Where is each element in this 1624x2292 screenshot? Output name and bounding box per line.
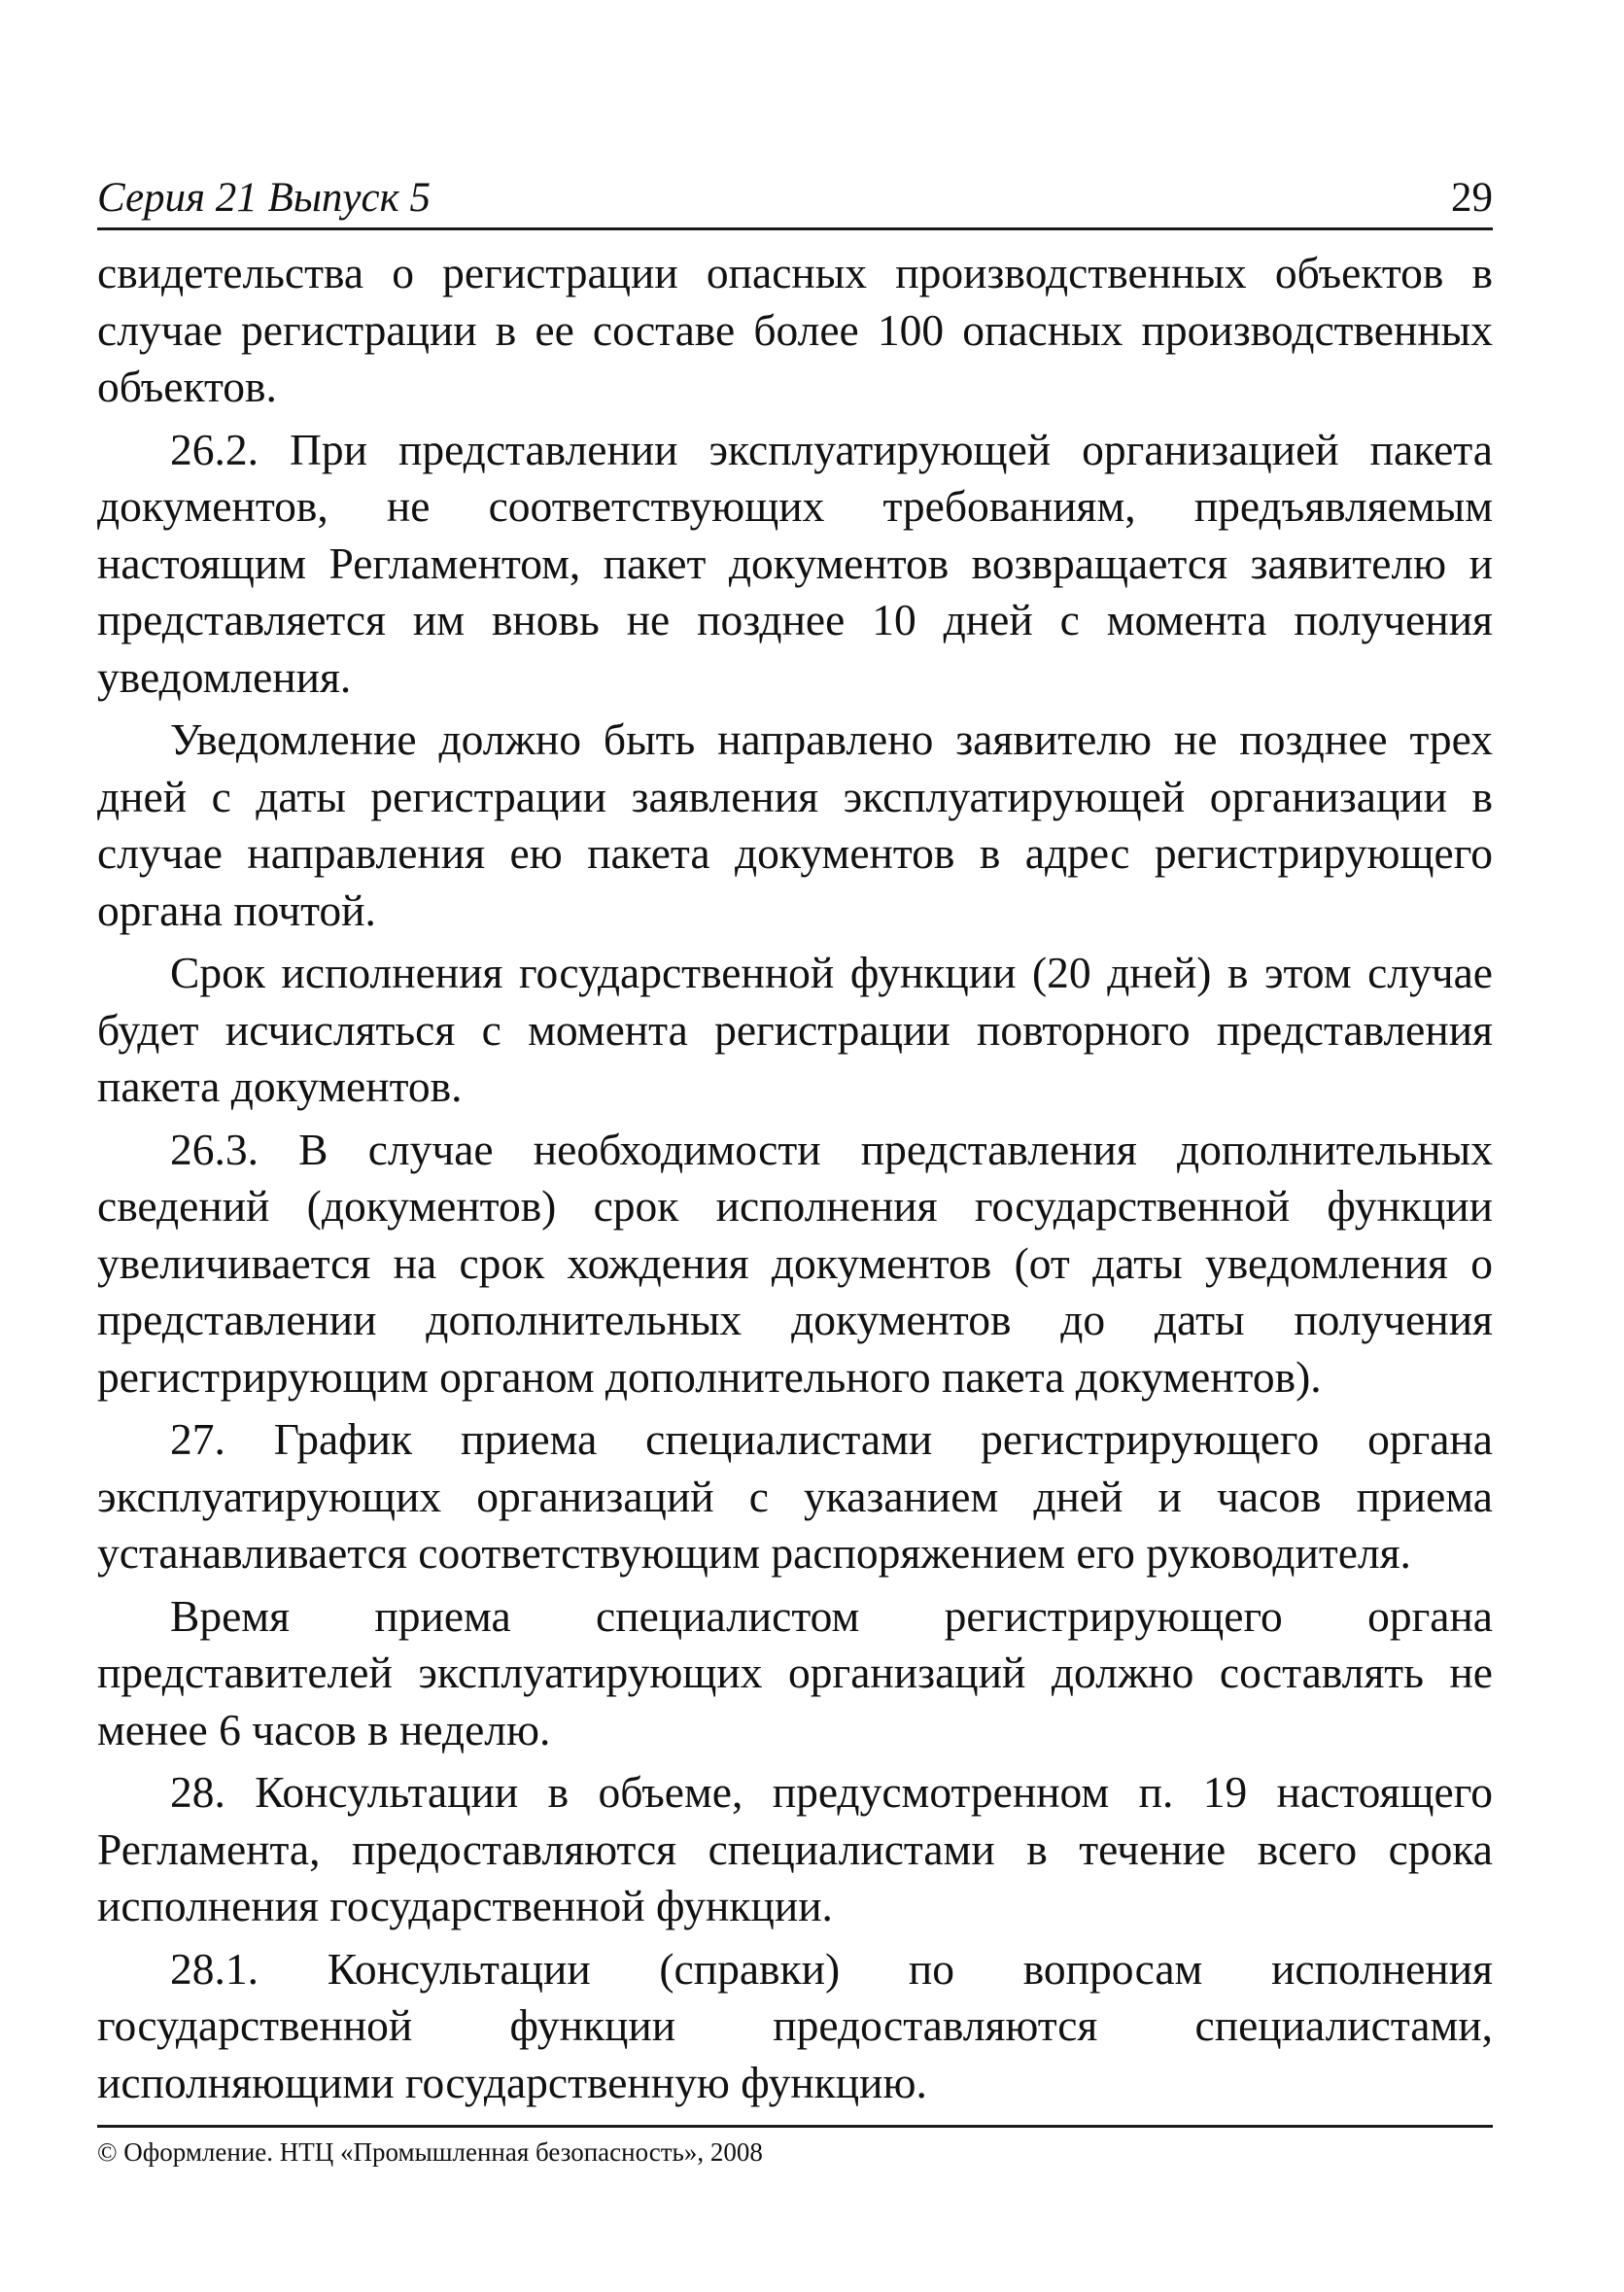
document-page [97, 0, 1493, 2292]
paragraph: 28.1. Консультации (справки) по вопросам исполнения государственной функции предоставляются специалистами, исполняющими государственную функцию. [97, 1943, 1493, 2107]
paragraph: Время приема специалистом регистрирующего органа представителей эксплуатирующих организаций должно составлять не менее 6 часов в неделю. [97, 1590, 1493, 1754]
series-title: Серия 21 Выпуск 5 [97, 175, 431, 221]
paragraph: 28. Консультации в объеме, предусмотренном п. 19 настоящего Регламента, предоставляются специалистами в течение всего срока исполнения государственной функции. [97, 1767, 1493, 1930]
footer [97, 2125, 1493, 2168]
paragraph: Уведомление должно быть направлено заявителю не позднее трех дней с даты регистрации заявления эксплуатирующей организации в случае направления ею пакета документов в адрес регистрирующего органа почтой. [97, 714, 1493, 935]
running-header [97, 167, 1493, 230]
paragraph: 27. График приема специалистами регистрирующего органа эксплуатирующих организаций с указанием дней и часов приема устанавливается соответствующим распоряжением его руководителя. [97, 1414, 1493, 1578]
paragraph: свидетельства о регистрации опасных производственных объектов в случае регистрации в ее составе более 100 опасных производственных объектов. [97, 248, 1493, 411]
paragraph: 26.2. При представлении эксплуатирующей организацией пакета документов, не соответствующих требованиям, предъявляемым настоящим Регламентом, пакет документов возвращается заявителю и представляется им вновь не позднее 10 дней с момента получения уведомления. [97, 424, 1493, 702]
copyright-notice: © Оформление. НТЦ «Промышленная безопасность», 2008 [97, 2137, 763, 2167]
paragraph: 26.3. В случае необходимости представления дополнительных сведений (документов) срок исполнения государственной функции увеличивается на срок хождения документов (от даты уведомления о представлении дополнительных документов до даты получения регистрирующим органом дополнительного пакета документов). [97, 1124, 1493, 1402]
paragraph: Срок исполнения государственной функции (20 дней) в этом случае будет исчисляться с момента регистрации повторного представления пакета документов. [97, 948, 1493, 1111]
page-number: 29 [1451, 175, 1493, 221]
body-text [97, 245, 1493, 2117]
